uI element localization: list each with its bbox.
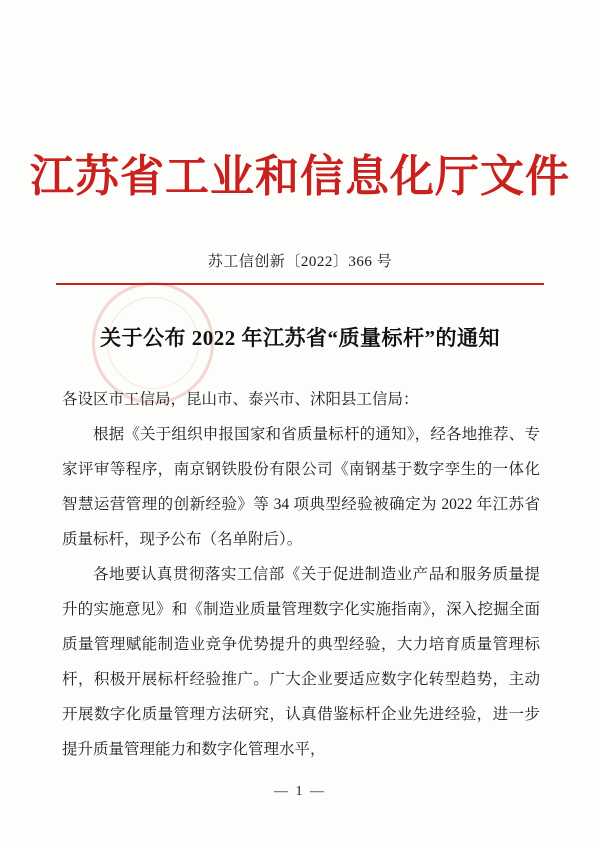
salutation-line: 各设区市工信局，昆山市、泰兴市、沭阳县工信局： [62, 391, 419, 408]
page-title: 关于公布 2022 年江苏省“质量标杆”的通知 [100, 326, 500, 350]
document-number: 苏工信创新〔2022〕366 号 [207, 254, 393, 270]
body-paragraph-1: 根据《关于组织申报国家和省质量标杆的通知》，经各地推荐、专家评审等程序，南京钢铁股份有限公司《南钢基于数字孪生的一体化智慧运营管理的创新经验》等 34 项典型经验被确定为 2022 年江苏省质量标杆，现予公布（名单附后）。 [62, 426, 540, 548]
document-masthead: 江苏省工业和信息化厅文件 [30, 152, 570, 201]
masthead-divider-line [56, 283, 544, 285]
document-body [62, 382, 540, 767]
page-number: — 1 — [274, 784, 326, 799]
body-paragraph-2: 各地要认真贯彻落实工信部《关于促进制造业产品和服务质量提升的实施意见》和《制造业质量管理数字化实施指南》，深入挖掘全面质量管理赋能制造业竞争优势提升的典型经验，大力培育质量管理标杆，积极开展标杆经验推广。广大企业要适应数字化转型趋势，主动开展数字化质量管理方法研究，认真借鉴标杆企业先进经验，进一步提升质量管理能力和数字化管理水平， [62, 566, 540, 758]
